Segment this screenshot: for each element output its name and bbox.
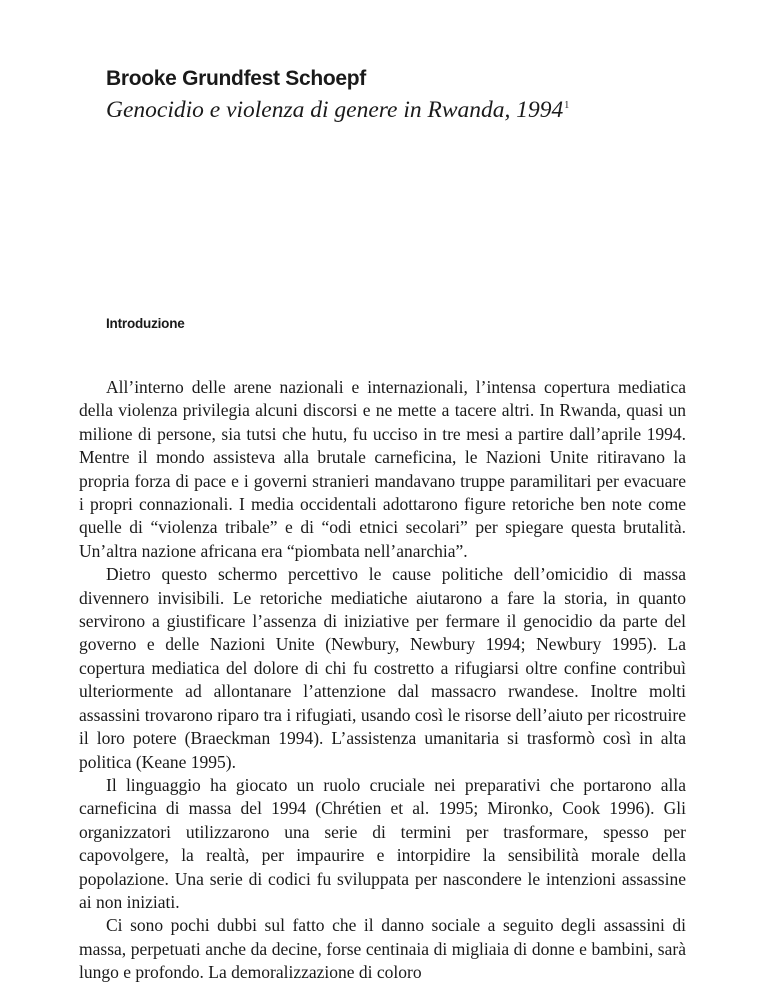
article-title-text: Genocidio e violenza di genere in Rwanda, 1994 bbox=[106, 97, 564, 123]
section-heading: Introduzione bbox=[106, 316, 185, 331]
body-text bbox=[79, 376, 686, 985]
author-name: Brooke Grundfest Schoepf bbox=[106, 67, 366, 90]
paragraph: Ci sono pochi dubbi sul fatto che il danno sociale a seguito degli assassini di massa, perpetuati anche da decine, forse centinaia di migliaia di donne e bambini, sarà lungo e profondo. La demoralizzazione di coloro bbox=[79, 915, 686, 983]
footnote-marker: 1 bbox=[564, 100, 570, 111]
paragraph: Il linguaggio ha giocato un ruolo cruciale nei preparativi che portarono alla carneficina di massa del 1994 (Chrétien et al. 1995; Mironko, Cook 1996). Gli organizzatori utilizzarono una serie di termini per trasformare, spesso per capovolgere, la realtà, per impaurire e intorpidire la sensibilità morale della popolazione. Una serie di codici fu sviluppata per nascondere le intenzioni assassine ai non iniziati. bbox=[79, 774, 686, 912]
paragraph: Dietro questo schermo percettivo le cause politiche dell’omicidio di massa divennero invisibili. Le retoriche mediatiche aiutarono a fare la storia, in quanto servirono a giustificare l’assenza di iniziative per fermare il genocidio da parte del governo e delle Nazioni Unite (Newbury, Newbury 1994; Newbury 1995). La copertura mediatica del dolore di chi fu costretto a rifugiarsi oltre confine contribuì ulteriormente ad allontanare l’attenzione dal massacro rwandese. Inoltre molti assassini trovarono riparo tra i rifugiati, usando così le risorse dell’aiuto per ricostruire il loro potere (Braeckman 1994). L’assistenza umanitaria si trasformò così in alta politica (Keane 1995). bbox=[79, 564, 686, 772]
article-title bbox=[106, 91, 569, 125]
paragraph: All’interno delle arene nazionali e internazionali, l’intensa copertura mediatica della violenza privilegia alcuni discorsi e ne mette a tacere altri. In Rwanda, quasi un milione di persone, sia tutsi che hutu, fu ucciso in tre mesi a partire dall’aprile 1994. Mentre il mondo assisteva alla brutale carneficina, le Nazioni Unite ritiravano la propria forza di pace e i governi stranieri mandavano truppe paramilitari per evacuare i propri connazionali. I media occidentali adottarono figure retoriche ben note come quelle di “violenza tribale” e di “odi etnici secolari” per spiegare questa brutalità. Un’altra nazione africana era “piombata nell’anarchia”. bbox=[79, 377, 686, 561]
